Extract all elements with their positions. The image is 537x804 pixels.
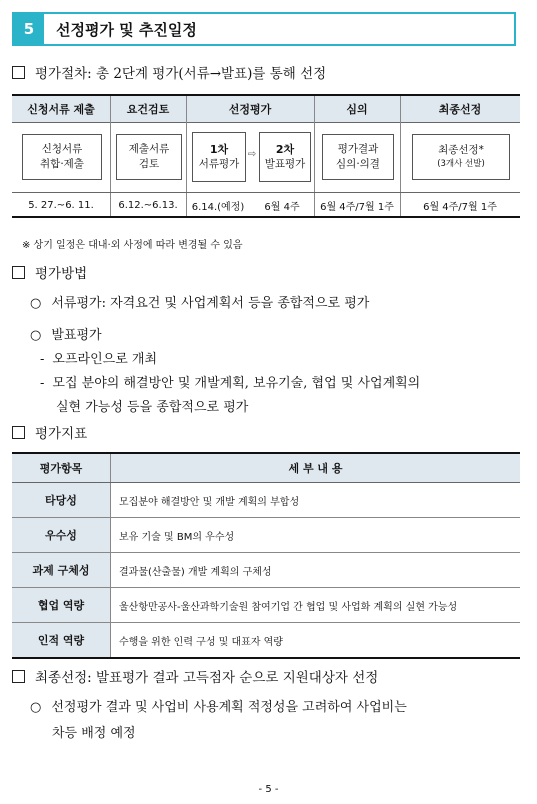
pres-eval-sub1: - 오프라인으로 개최: [40, 352, 158, 367]
date-cell: 6.12.~6.13.: [118, 199, 178, 211]
step-box-presentation-eval: 2차 발표평가: [259, 132, 311, 182]
step-box-submission: 신청서류 취합·제출: [22, 134, 102, 180]
criteria-heading-text: 평가지표: [35, 426, 88, 442]
criteria-item: 인적 역량: [12, 623, 111, 659]
criteria-item: 타당성: [12, 483, 111, 518]
section-header: [12, 12, 516, 46]
criteria-col-detail: 세 부 내 용: [111, 453, 521, 483]
schedule-note: ※ 상기 일정은 대내·외 사정에 따라 변경될 수 있음: [22, 240, 243, 251]
criteria-detail: 울산항만공사-울산과학기술원 참여기업 간 협업 및 사업화 계획의 실현 가능성: [111, 588, 521, 623]
criteria-table: [12, 452, 520, 659]
final-detail-item: ○ 선정평가 결과 및 사업비 사용계획 적정성을 고려하여 사업비는: [30, 700, 407, 715]
process-table-header: [12, 96, 520, 123]
circle-bullet-icon: ○: [30, 296, 42, 311]
section-number: 5: [14, 14, 44, 44]
step-box-final-selection: 최종선정* (3개사 선발): [412, 134, 510, 180]
step-box-review: 제출서류 검토: [116, 134, 182, 180]
checkbox-square-icon: [12, 66, 25, 79]
criteria-item: 과제 구체성: [12, 553, 111, 588]
process-header-cell: 최종선정: [438, 103, 482, 116]
step-box-document-eval: 1차 서류평가: [192, 132, 246, 182]
checkbox-square-icon: [12, 426, 25, 439]
step-box-deliberation: 평가결과 심의·의결: [322, 134, 394, 180]
dash-bullet-icon: -: [40, 352, 45, 367]
process-header-cell: 신청서류 제출: [27, 103, 95, 116]
process-header-cell: 심의: [346, 103, 368, 116]
procedure-heading: [12, 62, 326, 82]
checkbox-square-icon: [12, 670, 25, 683]
final-heading-text: 최종선정: 발표평가 결과 고득점자 순으로 지원대상자 선정: [35, 670, 379, 686]
date-cell: 6월 4주/7월 1주: [320, 201, 394, 213]
criteria-item: 협업 역량: [12, 588, 111, 623]
doc-eval-item: ○ 서류평가: 자격요건 및 사업계획서 등을 종합적으로 평가: [30, 296, 370, 311]
pres-eval-sub2: - 모집 분야의 해결방안 및 개발계획, 보유기술, 협업 및 사업계획의: [40, 376, 421, 391]
table-row: [12, 483, 520, 518]
date-cell: 6월 4주/7월 1주: [423, 201, 497, 213]
criteria-col-item: 평가항목: [12, 453, 111, 483]
criteria-heading: [12, 422, 87, 442]
criteria-item: 우수성: [12, 518, 111, 553]
process-header-cell: 선정평가: [228, 103, 272, 116]
section-title: 선정평가 및 추진일정: [56, 20, 197, 39]
pres-eval-sub2-cont: 실현 가능성 등을 종합적으로 평가: [56, 400, 249, 415]
circle-bullet-icon: ○: [30, 328, 42, 343]
page-number: - 5 -: [258, 784, 279, 795]
table-row: [12, 588, 520, 623]
checkbox-square-icon: [12, 266, 25, 279]
date-cell: 5. 27.~6. 11.: [28, 199, 94, 211]
process-header-cell: 요건검토: [126, 103, 170, 116]
dash-bullet-icon: -: [40, 376, 45, 391]
process-table: [12, 94, 520, 218]
final-detail-cont: 차등 배정 예정: [52, 726, 136, 741]
circle-bullet-icon: ○: [30, 700, 42, 715]
method-heading-text: 평가방법: [35, 266, 88, 282]
table-row: [12, 553, 520, 588]
arrow-right-icon: ⇨: [247, 149, 257, 160]
method-heading: [12, 262, 87, 282]
table-row: [12, 623, 520, 659]
procedure-heading-text: 평가절차: 총 2단계 평가(서류→발표)를 통해 선정: [35, 66, 327, 82]
process-dates-row: [12, 192, 520, 217]
criteria-detail: 보유 기술 및 BM의 우수성: [111, 518, 521, 553]
criteria-detail: 모집분야 해결방안 및 개발 계획의 부합성: [111, 483, 521, 518]
final-heading: [12, 666, 378, 686]
date-cell: 6월 4주: [264, 201, 300, 213]
criteria-table-header: [12, 453, 520, 483]
table-row: [12, 518, 520, 553]
criteria-detail: 수행을 위한 인력 구성 및 대표자 역량: [111, 623, 521, 659]
criteria-detail: 결과물(산출물) 개발 계획의 구체성: [111, 553, 521, 588]
pres-eval-item: ○ 발표평가: [30, 328, 102, 343]
date-cell: 6.14.(예정): [191, 201, 245, 213]
